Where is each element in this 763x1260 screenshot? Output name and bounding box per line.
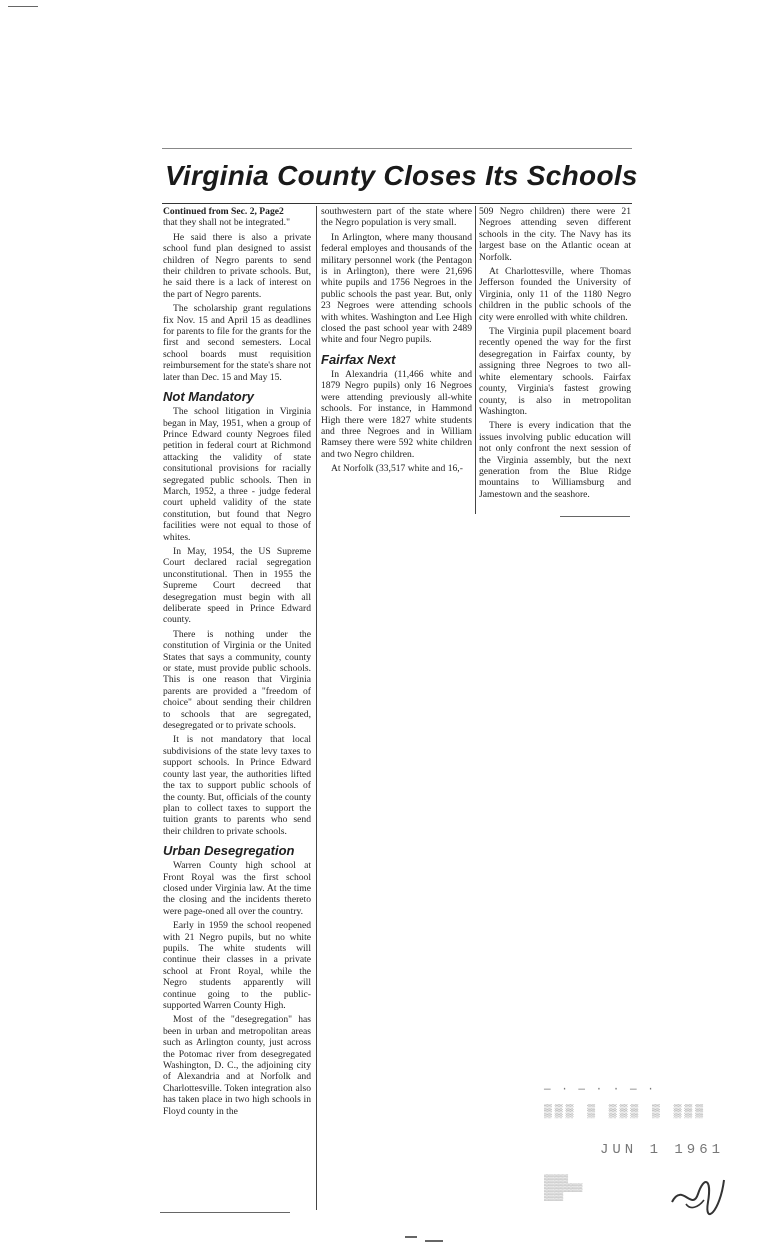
paragraph: In Alexandria (11,466 white and 1879 Negro pupils) only 16 Negroes were attending previously all-white schools. For instance, in Hammond High there were 1827 white students and three Negroes and in William Ramsey there were 592 white children and two Negro children. — [321, 368, 472, 460]
stamp-fields: ▒▒▒▒▒ ▒▒▒▒▒▒▒▒ ▒▒▒▒ — [544, 1175, 583, 1202]
paragraph: The school litigation in Virginia began in May, 1951, when a group of Prince Edward county Negroes filed petition in federal court at Richmond attacking the validity of state consitutional provisions for racially segregated public schools. Then in March, 1952, a three - judge federal court upheld validity of the state constitution, but found that Negro facilities were not equal to those of whites. — [163, 406, 311, 543]
handwritten-initials-icon — [668, 1172, 728, 1216]
column-2 — [321, 206, 472, 478]
paragraph: In Arlington, where many thousand federal employes and thousands of the military personnel work (the Pentagon is in Arlington), there were 21,696 white pupils and 1756 Negroes in the public schools the past year. But, only 23 Negroes were attending schools with whites. Washington and Lee High closed the past school year with 2489 white and four Negro pupils. — [321, 231, 472, 346]
subhead-urban-desegregation: Urban Desegregation — [163, 843, 295, 859]
paragraph: He said there is also a private school fund plan designed to assist children of Negro parents to send their children to private schools. But, he said there is a lack of interest on the part of Negro parents. — [163, 231, 311, 300]
paragraph: At Norfolk (33,517 white and 16,- — [331, 463, 463, 475]
scan-mark — [405, 1236, 417, 1238]
paragraph: Most of the "desegregation" has been in urban and metropolitan areas such as Arlington county, just across the Potomac river from desegregated Washington, D. C., the adjoining city of Alexandria and at Norfolk and Charlottesville. Token integration also has taken place in two high schools in Floyd county in the — [163, 1014, 311, 1117]
paragraph: In May, 1954, the US Supreme Court declared racial segregation unconstitutional. Then in 1955 the Supreme Court decreed that desegregation must begin with all deliberate speed in Prince Edward county. — [163, 545, 311, 626]
continued-line: Continued from Sec. 2, Page2 — [163, 206, 284, 217]
paragraph: that they shall not be integrated." — [163, 217, 291, 229]
paragraph: There is nothing under the constitution of Virginia or the United States that says a community, county or state, must provide public schools. This is one reason that Virginia parents are provided a "freedom of choice" about sending their children to schools that are segregated, desegregated or to private schools. — [163, 628, 311, 732]
column-divider — [475, 206, 476, 514]
paragraph: Early in 1959 the school reopened with 21 Negro pupils, but no white pupils. The white students will continue their classes in a private school at Front Royal, while the Negro students apparently will continue going to the public-supported Warren County High. — [163, 920, 311, 1011]
paragraph: It is not mandatory that local subdivisions of the state levy taxes to support schools. In Prince Edward county last year, the authorities lifted the tax to support public schools of the county. But, officials of the county plan to collect taxes to support the tuition grants to parents who send their children to private schools. — [163, 734, 311, 837]
stamp-line: — · — · · — · — [544, 1084, 656, 1096]
stamp-date: JUN 1 1961 — [600, 1142, 725, 1158]
column-divider — [316, 206, 317, 1210]
column-3 — [479, 206, 631, 503]
scan-mark — [425, 1240, 443, 1242]
stamp-line: ▒▒▒ ▒ ▒▒▒ ▒ ▒▒▒ — [544, 1104, 707, 1119]
clipping-edge — [160, 1212, 290, 1213]
subhead-fairfax-next: Fairfax Next — [321, 351, 396, 367]
paragraph: The Virginia pupil placement board recently opened the way for the first desegregation in Fairfax county, by assigning three Negroes to two all-white elementary schools. Fairfax county, Virginia's fastest growing county, is also in metropolitan Washington. — [479, 326, 631, 417]
filing-stamp — [540, 1080, 740, 1230]
paragraph: The scholarship grant regulations fix Nov. 15 and April 15 as deadlines for parents to file for the grants for the first and second semesters. Local school boards must requisition reimbursement for the state's share not later than Dec. 15 and May 15. — [163, 303, 311, 383]
subhead-not-mandatory: Not Mandatory — [163, 389, 254, 405]
paragraph: 509 Negro children) there were 21 Negroes attending seven different schools in the city. The Navy has its largest base on the Atlantic ocean at Norfolk. — [479, 206, 631, 263]
paragraph: Warren County high school at Front Royal was the first school closed under Virginia law. At the time the closing and the incidents thereto were page-oned all over the country. — [163, 860, 311, 917]
headline-rule — [162, 203, 632, 204]
scan-mark — [8, 6, 38, 7]
headline: Virginia County Closes Its Schools — [165, 160, 638, 191]
column-1 — [163, 206, 311, 1120]
paragraph: At Charlottesville, where Thomas Jefferson founded the University of Virginia, only 11 of the 1180 Negro children in the public schools of the city were enrolled with white children. — [479, 266, 631, 323]
paragraph: southwestern part of the state where the Negro population is very small. — [321, 206, 472, 229]
paragraph: There is every indication that the issues involving public education will not only confront the next session of the Virginia assembly, but the next generation from the Blue Ridge mountains to Williamsburg and Jamestown and the seashore. — [479, 420, 631, 500]
top-rule — [162, 148, 632, 149]
clipping-edge — [560, 516, 630, 517]
